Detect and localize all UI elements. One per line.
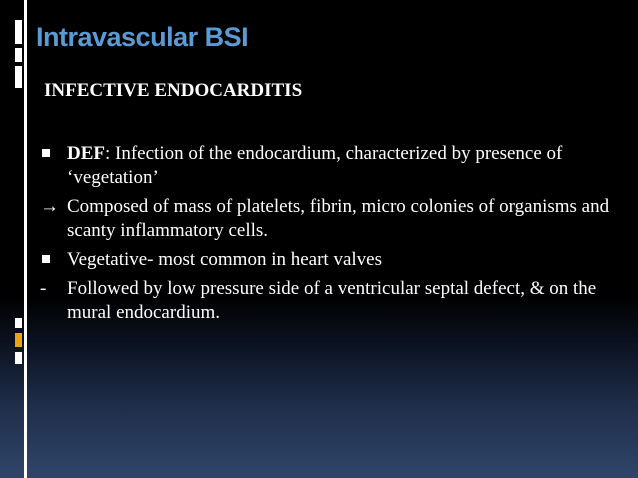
square-bullet-icon bbox=[40, 142, 62, 166]
slide-title: Intravascular BSI bbox=[36, 22, 249, 52]
bullet-item bbox=[40, 277, 610, 325]
bullet-text: Composed of mass of platelets, fibrin, micro colonies of organisms and scanty inflammatory cells. bbox=[67, 196, 610, 241]
bullet-list bbox=[40, 142, 610, 330]
bullet-bold: DEF bbox=[67, 143, 105, 164]
bullet-text: Followed by low pressure side of a ventricular septal defect, & on the mural endocardium. bbox=[67, 278, 597, 323]
arrow-bullet-icon: → bbox=[40, 196, 59, 217]
bullet-item bbox=[40, 248, 610, 272]
bullet-text: : Infection of the endocardium, characterized by presence of ‘vegetation’ bbox=[67, 143, 563, 188]
square-bullet-icon bbox=[40, 248, 62, 272]
slide-subtitle: INFECTIVE ENDOCARDITIS bbox=[44, 80, 303, 101]
bullet-item bbox=[40, 195, 610, 243]
left-vertical-rule bbox=[24, 0, 27, 478]
dash-bullet-icon: - bbox=[40, 278, 47, 299]
bullet-item bbox=[40, 142, 610, 190]
bullet-text: Vegetative- most common in heart valves bbox=[67, 249, 382, 270]
